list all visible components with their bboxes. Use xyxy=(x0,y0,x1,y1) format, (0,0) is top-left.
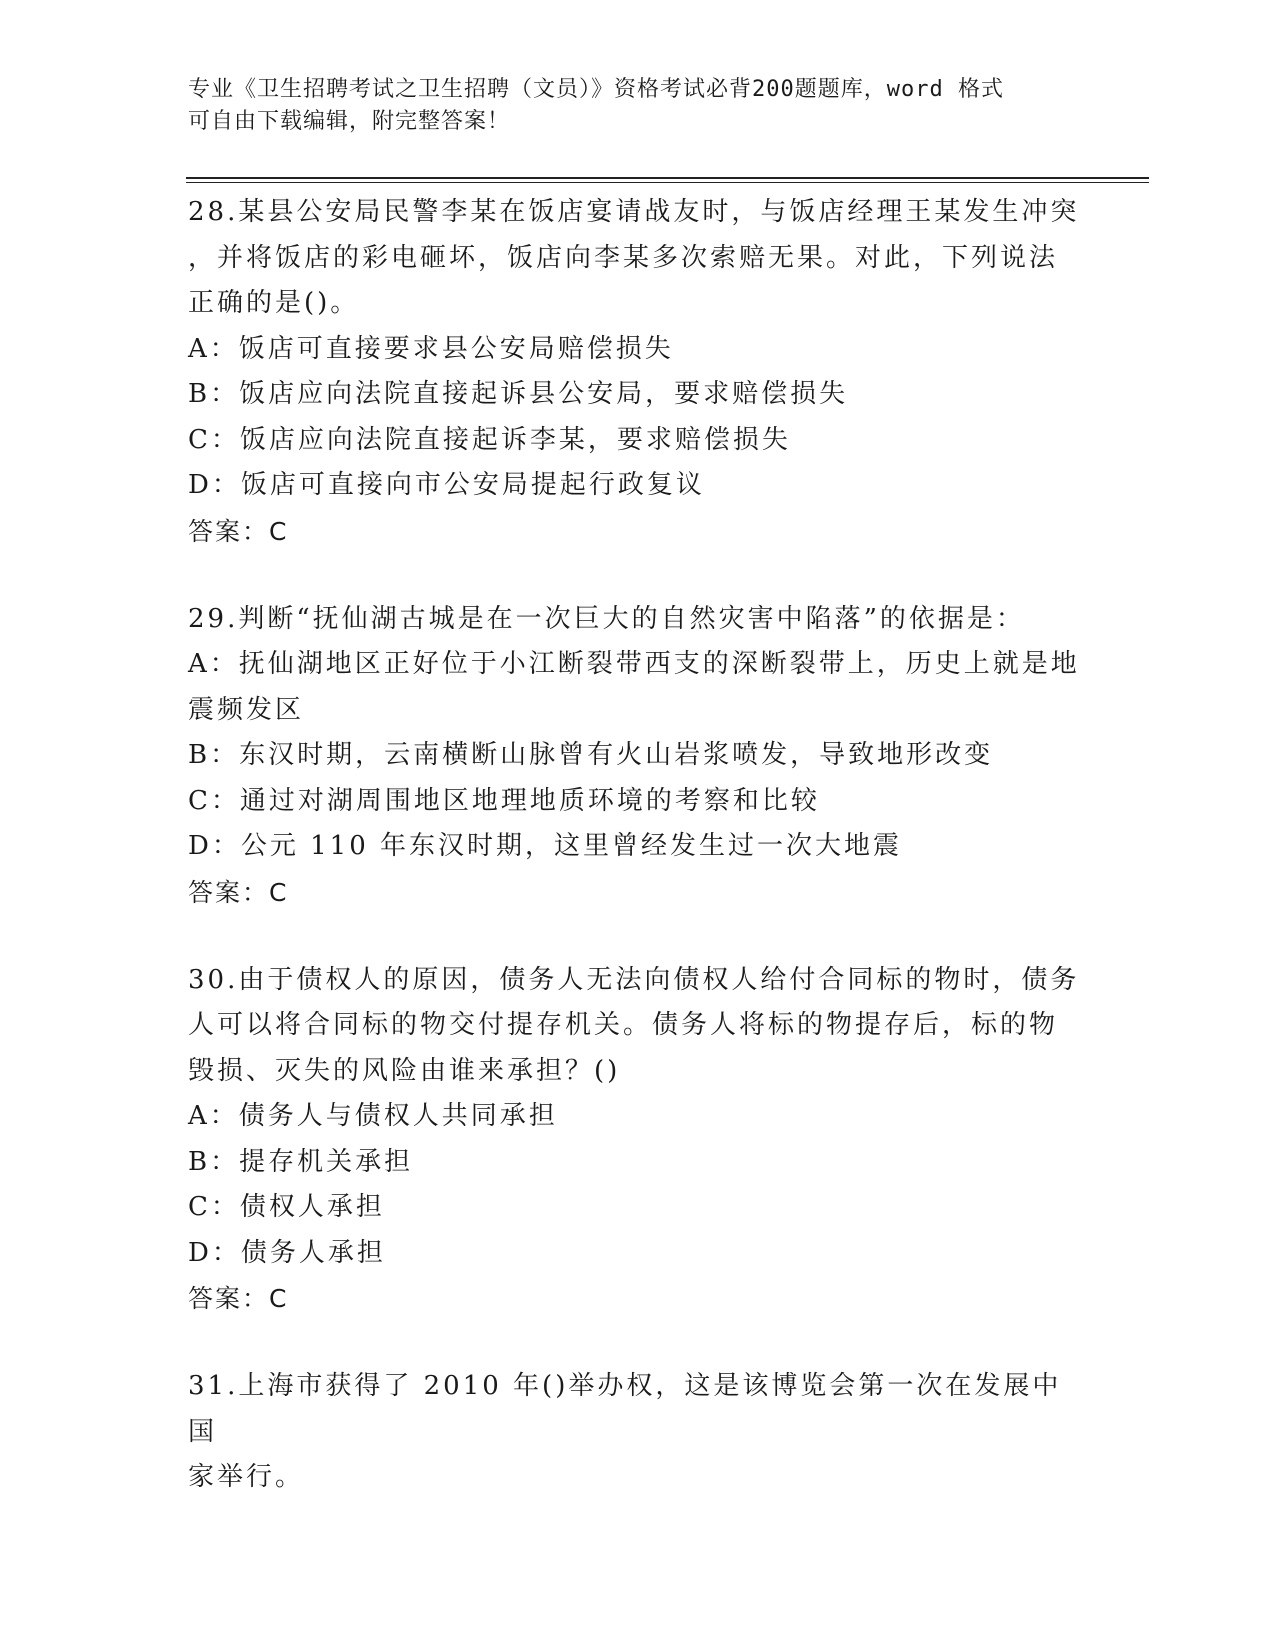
question-stem-line: 毁损、灭失的风险由谁来承担？() xyxy=(188,1055,621,1086)
answer-label: 答案：C xyxy=(188,877,289,907)
question-stem-line: ，并将饭店的彩电砸坏，饭店向李某多次索赔无果。对此，下列说法 xyxy=(188,242,1059,273)
question-stem-line: 家举行。 xyxy=(188,1462,305,1492)
header-divider-thin xyxy=(186,182,1149,183)
question-stem-line: 正确的是()。 xyxy=(188,288,360,318)
question-stem-line: 人可以将合同标的物交付提存机关。债务人将标的物提存后，标的物 xyxy=(188,1010,1059,1040)
question-stem-line: 28.某县公安局民警李某在饭店宴请战友时，与饭店经理王某发生冲突 xyxy=(188,197,1080,227)
question-28 xyxy=(188,190,1088,554)
option-a: A：抚仙湖地区正好位于小江断裂带西支的深断裂带上，历史上就是地 xyxy=(188,649,1080,679)
option-c: C：债权人承担 xyxy=(188,1192,385,1222)
question-31 xyxy=(188,1364,1088,1501)
option-b: B：东汉时期，云南横断山脉曾有火山岩浆喷发，导致地形改变 xyxy=(188,740,994,770)
header-line-1: 专业《卫生招聘考试之卫生招聘（文员）》资格考试必背200题题库，word 格式 xyxy=(188,77,1004,102)
question-29 xyxy=(188,597,1088,915)
option-d: D：饭店可直接向市公安局提起行政复议 xyxy=(188,470,705,500)
option-a-continued: 震频发区 xyxy=(188,694,305,725)
option-d: D：债务人承担 xyxy=(188,1237,386,1268)
header-line-2: 可自由下载编辑，附完整答案！ xyxy=(188,109,511,134)
option-d: D：公元 110 年东汉时期，这里曾经发生过一次大地震 xyxy=(188,831,903,861)
question-stem-line: 29.判断“抚仙湖古城是在一次巨大的自然灾害中陷落”的依据是： xyxy=(188,603,1025,634)
header-divider-thick xyxy=(186,177,1149,179)
answer-label: 答案：C xyxy=(188,1284,289,1313)
question-stem-line: 31.上海市获得了 2010 年()举办权，这是该博览会第一次在发展中国 xyxy=(188,1371,1062,1447)
option-c: C：通过对湖周围地区地理地质环境的考察和比较 xyxy=(188,785,820,816)
question-stem-line: 30.由于债权人的原因，债务人无法向债权人给付合同标的物时，债务 xyxy=(188,964,1080,995)
answer-label: 答案：C xyxy=(188,516,289,546)
option-b: B：提存机关承担 xyxy=(188,1146,414,1177)
question-list xyxy=(188,190,1088,1544)
option-a: A：债务人与债权人共同承担 xyxy=(188,1101,558,1131)
option-b: B：饭店应向法院直接起诉县公安局，要求赔偿损失 xyxy=(188,379,849,409)
question-30 xyxy=(188,958,1088,1322)
document-header xyxy=(188,74,1068,138)
option-a: A：饭店可直接要求县公安局赔偿损失 xyxy=(188,333,674,364)
option-c: C：饭店应向法院直接起诉李某，要求赔偿损失 xyxy=(188,424,791,455)
